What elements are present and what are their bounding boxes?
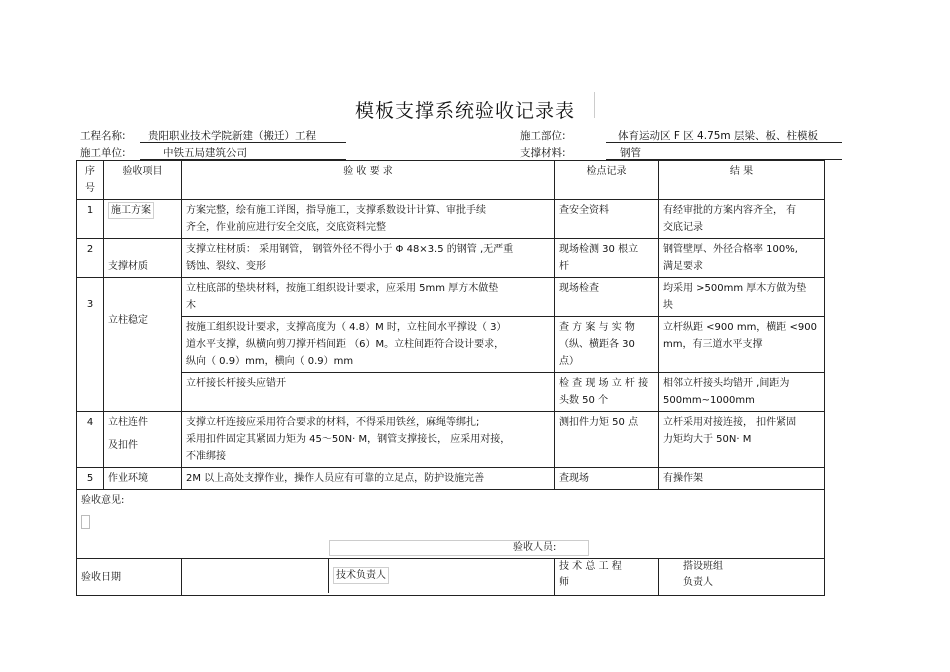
row-record bbox=[555, 468, 659, 490]
record-line: 现场检测 30 根立 bbox=[559, 244, 639, 255]
document-title: 模板支撑系统验收记录表 bbox=[355, 100, 576, 122]
row-item-label: 支撑材质 bbox=[108, 261, 148, 272]
opinion-row bbox=[77, 490, 825, 559]
row-record bbox=[555, 200, 659, 239]
row-record bbox=[555, 412, 659, 468]
date-label: 验收日期 bbox=[81, 571, 121, 583]
result-line: 钢管壁厚、外径合格率 100%, bbox=[663, 244, 798, 255]
row-requirement bbox=[182, 468, 555, 490]
signature-middle bbox=[182, 559, 555, 596]
requirement-line: 道水平支撑，纵横向剪刀撑开档间距 （6）M。立柱间距符合设计要求， bbox=[186, 339, 505, 350]
row-requirement bbox=[182, 412, 555, 468]
row-result bbox=[659, 239, 825, 278]
record-line: 查安全资料 bbox=[559, 205, 609, 216]
table-row bbox=[77, 412, 825, 468]
requirement-line: 立柱底部的垫块材料，按施工组织设计要求，应采用 5mm 厚方木做垫 bbox=[186, 283, 499, 294]
result-line: 块 bbox=[663, 300, 673, 311]
unit-value: 中铁五局建筑公司 bbox=[163, 147, 247, 159]
row-record bbox=[555, 373, 659, 412]
record-line: 测扣件力矩 50 点 bbox=[559, 417, 639, 428]
row-item bbox=[104, 239, 182, 278]
material-value: 钢管 bbox=[620, 147, 641, 159]
unit-label: 施工单位: bbox=[80, 147, 126, 159]
header-result: 结 果 bbox=[659, 161, 825, 200]
row-item bbox=[104, 468, 182, 490]
requirement-line: 纵向（ 0.9）mm，横向（ 0.9）mm bbox=[186, 356, 354, 367]
requirement-line: 齐全，作业前应进行安全交底，交底资料完整 bbox=[186, 222, 386, 233]
opinion-checkbox bbox=[81, 515, 90, 529]
row-item bbox=[104, 412, 182, 468]
header-no: 序号 bbox=[77, 161, 104, 200]
header-record: 检点记录 bbox=[555, 161, 659, 200]
record-line: 现场检查 bbox=[559, 283, 599, 294]
chief-engineer-label: 师 bbox=[559, 577, 569, 588]
record-line: （纵、横距各 30 bbox=[559, 339, 635, 350]
table-row bbox=[77, 317, 825, 373]
row-item-label: 立柱稳定 bbox=[108, 315, 148, 326]
table-row bbox=[77, 239, 825, 278]
foreman-cell bbox=[659, 559, 825, 596]
result-line: 有操作架 bbox=[663, 473, 703, 484]
row-item-label: 施工方案 bbox=[108, 202, 154, 219]
row-requirement bbox=[182, 200, 555, 239]
opinion-label: 验收意见: bbox=[81, 495, 125, 506]
row-record bbox=[555, 317, 659, 373]
requirement-line: 方案完整，绘有施工详图，指导施工，支撑系数设计计算、审批手续 bbox=[186, 205, 486, 216]
date-label-cell bbox=[77, 559, 182, 596]
result-line: 立杆采用对接连接， 扣件紧固 bbox=[663, 417, 797, 428]
table-header-row bbox=[77, 161, 825, 200]
requirement-line: 2M 以上高处支撑作业，操作人员应有可靠的立足点，防护设施完善 bbox=[186, 473, 485, 484]
result-line: 立杆纵距 <900 mm，横距 <900 bbox=[663, 322, 817, 333]
row-result bbox=[659, 278, 825, 317]
table-row bbox=[77, 278, 825, 317]
row-item bbox=[104, 200, 182, 239]
record-line: 查现场 bbox=[559, 473, 589, 484]
row-no: 5 bbox=[77, 468, 104, 490]
part-label: 施工部位: bbox=[520, 130, 566, 142]
row-record bbox=[555, 239, 659, 278]
result-line: 均采用 >500mm 厚木方做为垫 bbox=[663, 283, 807, 294]
table-row bbox=[77, 200, 825, 239]
acceptor-signature-box bbox=[329, 540, 589, 556]
chief-engineer-label: 技 术 总 工 程 bbox=[559, 561, 622, 572]
tech-lead-label: 技术负责人 bbox=[333, 567, 389, 584]
inspection-table bbox=[76, 160, 825, 596]
requirement-line: 立杆接长杆接头应错开 bbox=[186, 378, 286, 389]
row-requirement bbox=[182, 278, 555, 317]
header-item: 验收项目 bbox=[104, 161, 182, 200]
foreman-label: 负责人 bbox=[683, 577, 713, 588]
requirement-line: 不准绑接 bbox=[186, 451, 226, 462]
acceptor-label: 验收人员: bbox=[513, 542, 557, 553]
record-line: 头数 50 个 bbox=[559, 395, 609, 406]
row-result bbox=[659, 412, 825, 468]
row-no: 4 bbox=[77, 412, 104, 468]
row-result bbox=[659, 468, 825, 490]
result-line: 500mm~1000mm bbox=[663, 395, 755, 406]
requirement-line: 支撑立柱材质： 采用钢管， 钢管外径不得小于 Φ 48×3.5 的钢管 ,无严重 bbox=[186, 244, 514, 255]
project-name-label: 工程名称: bbox=[80, 130, 126, 142]
row-item-label: 及扣件 bbox=[108, 440, 138, 451]
row-requirement bbox=[182, 239, 555, 278]
result-line: 相邻立杆接头均错开 ,间距为 bbox=[663, 378, 790, 389]
requirement-line: 按施工组织设计要求，支撑高度为（ 4.8）M 时，立柱间水平撑设（ 3） bbox=[186, 322, 507, 333]
title-divider bbox=[594, 92, 595, 118]
result-line: mm，有三道水平支撑 bbox=[663, 339, 763, 350]
row-requirement bbox=[182, 317, 555, 373]
requirement-line: 锈蚀、裂纹、变形 bbox=[186, 261, 266, 272]
requirement-line: 采用扣件固定其紧固力矩为 45～50N· M，钢管支撑接长， 应采用对接， bbox=[186, 434, 511, 445]
part-underline bbox=[606, 142, 842, 143]
row-no: 1 bbox=[77, 200, 104, 239]
result-line: 有经审批的方案内容齐全， 有 bbox=[663, 205, 797, 216]
project-name-value: 贵阳职业技术学院新建（搬迁）工程 bbox=[148, 130, 316, 142]
row-item-label: 作业环境 bbox=[108, 473, 148, 484]
foreman-label: 搭设班组 bbox=[683, 561, 723, 572]
row-record bbox=[555, 278, 659, 317]
signature-row bbox=[77, 559, 825, 596]
result-line: 力矩均大于 50N· M bbox=[663, 434, 752, 445]
part-value: 体育运动区 F 区 4.75m 层梁、板、柱模板 bbox=[618, 130, 818, 142]
record-line: 杆 bbox=[559, 261, 569, 272]
project-underline bbox=[140, 142, 346, 143]
row-result bbox=[659, 373, 825, 412]
material-label: 支撑材料: bbox=[520, 147, 566, 159]
table-row bbox=[77, 468, 825, 490]
row-no: 2 bbox=[77, 239, 104, 278]
row-result bbox=[659, 200, 825, 239]
record-line: 查 方 案 与 实 物 bbox=[559, 322, 635, 333]
row-result bbox=[659, 317, 825, 373]
date-value-cell bbox=[182, 559, 329, 593]
row-no: 3 bbox=[77, 278, 104, 412]
requirement-line: 支撑立杆连接应采用符合要求的材料，不得采用铁丝，麻绳等绑扎; bbox=[186, 417, 480, 428]
result-line: 满足要求 bbox=[663, 261, 703, 272]
row-item bbox=[104, 278, 182, 412]
tech-lead-cell bbox=[329, 559, 554, 593]
signature-right bbox=[555, 559, 659, 596]
record-line: 点） bbox=[559, 356, 579, 367]
row-requirement bbox=[182, 373, 555, 412]
record-line: 检 查 现 场 立 杆 接 bbox=[559, 378, 649, 389]
header-requirement: 验 收 要 求 bbox=[182, 161, 555, 200]
requirement-line: 木 bbox=[186, 300, 196, 311]
table-row bbox=[77, 373, 825, 412]
row-item-label: 立柱连件 bbox=[108, 417, 148, 428]
opinion-cell bbox=[77, 490, 825, 559]
result-line: 交底记录 bbox=[663, 222, 703, 233]
